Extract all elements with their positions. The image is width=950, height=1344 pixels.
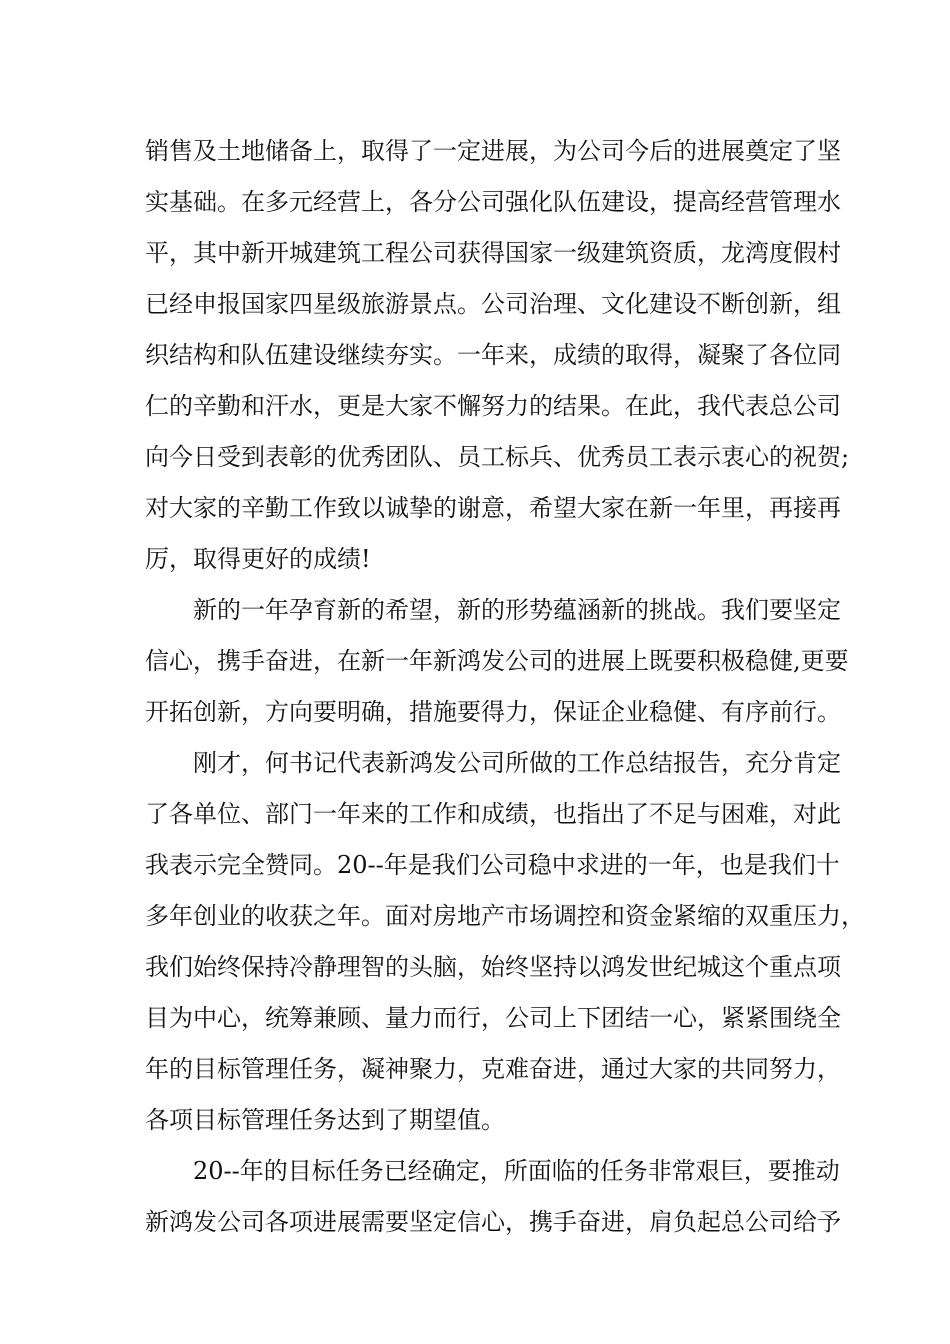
text-line: 信心，携手奋进，在新一年新鸿发公司的进展上既要积极稳健,更要 [145,647,849,675]
text-line: 我表示完全赞同。20--年是我们公司稳中求进的一年，也是我们十 [145,851,840,879]
paragraph-1 [145,126,850,585]
text-line: 对大家的辛勤工作致以诚挚的谢意，希望大家在新一年里，再接再 [145,494,841,522]
text-line: 仁的辛勤和汗水，更是大家不懈努力的结果。在此，我代表总公司 [145,392,841,420]
text-line: 20--年的目标任务已经确定，所面临的任务非常艰巨，要推动 [193,1157,840,1185]
text-line: 刚才，何书记代表新鸿发公司所做的工作总结报告，充分肯定 [193,749,841,777]
paragraph-2 [145,585,849,738]
text-line: 向今日受到表彰的优秀团队、员工标兵、优秀员工表示衷心的祝贺; [145,443,850,471]
paragraph-3 [145,738,865,1146]
paragraph-4 [145,1146,841,1248]
text-line: 我们始终保持冷静理智的头脑，始终坚持以鸿发世纪城这个重点项 [145,953,841,981]
text-line: 厉，取得更好的成绩! [145,545,371,573]
text-line: 织结构和队伍建设继续夯实。一年来，成绩的取得，凝聚了各位同 [145,341,841,369]
text-line: 已经申报国家四星级旅游景点。公司治理、文化建设不断创新，组 [145,290,841,318]
text-line: 多年创业的收获之年。面对房地产市场调控和资金紧缩的双重压力， [145,902,865,930]
text-line: 了各单位、部门一年来的工作和成绩，也指出了不足与困难，对此 [145,800,841,828]
document-body [145,126,865,1248]
text-line: 销售及土地储备上，取得了一定进展，为公司今后的进展奠定了坚 [145,137,841,165]
text-line: 开拓创新，方向要明确，措施要得力，保证企业稳健、有序前行。 [145,698,841,726]
text-line: 各项目标管理任务达到了期望值。 [145,1106,505,1134]
text-line: 目为中心，统筹兼顾、量力而行，公司上下团结一心，紧紧围绕全 [145,1004,841,1032]
text-line: 实基础。在多元经营上，各分公司强化队伍建设，提高经营管理水 [145,188,841,216]
text-line: 新的一年孕育新的希望，新的形势蕴涵新的挑战。我们要坚定 [193,596,841,624]
text-line: 平，其中新开城建筑工程公司获得国家一级建筑资质，龙湾度假村 [145,239,841,267]
text-line: 年的目标管理任务，凝神聚力，克难奋进，通过大家的共同努力， [145,1055,841,1083]
text-line: 新鸿发公司各项进展需要坚定信心，携手奋进，肩负起总公司给予 [145,1208,841,1236]
